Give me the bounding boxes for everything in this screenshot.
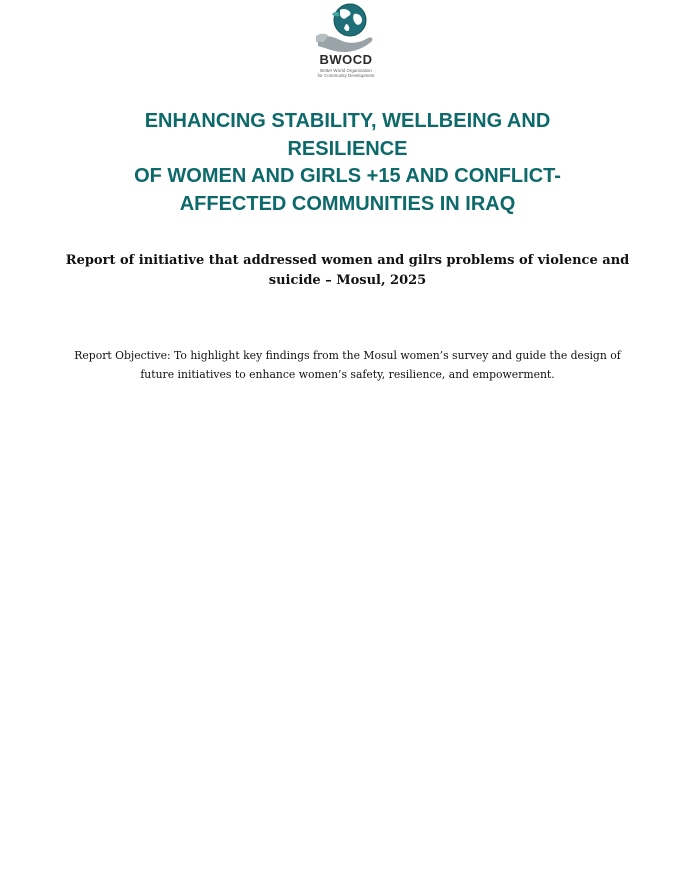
logo-subtitle-line2: for Community Development [317, 73, 375, 78]
report-title-line3: OF WOMEN AND GIRLS +15 AND CONFLICT- [134, 165, 561, 187]
report-objective: Report Objective: To highlight key findings from the Mosul women’s survey and guide the design of future initiatives to enhance women’s safety, resilience, and empowerment. [74, 349, 621, 381]
logo-subtitle-line1: Better World Organization [320, 68, 372, 73]
report-title-line2: RESILIENCE [287, 137, 408, 160]
report-subtitle: Report of initiative that addressed women and gilrs problems of violence and suicide – Mosul, 2025 [65, 253, 630, 288]
logo-wordmark: BWOCD [319, 52, 373, 67]
report-title [90, 108, 605, 218]
organization-logo [310, 0, 390, 82]
report-title-line1: ENHANCING STABILITY, WELLBEING AND [144, 110, 551, 132]
globe-in-hand-icon [310, 0, 382, 56]
report-title-line4: AFFECTED COMMUNITIES IN IRAQ [179, 192, 516, 215]
